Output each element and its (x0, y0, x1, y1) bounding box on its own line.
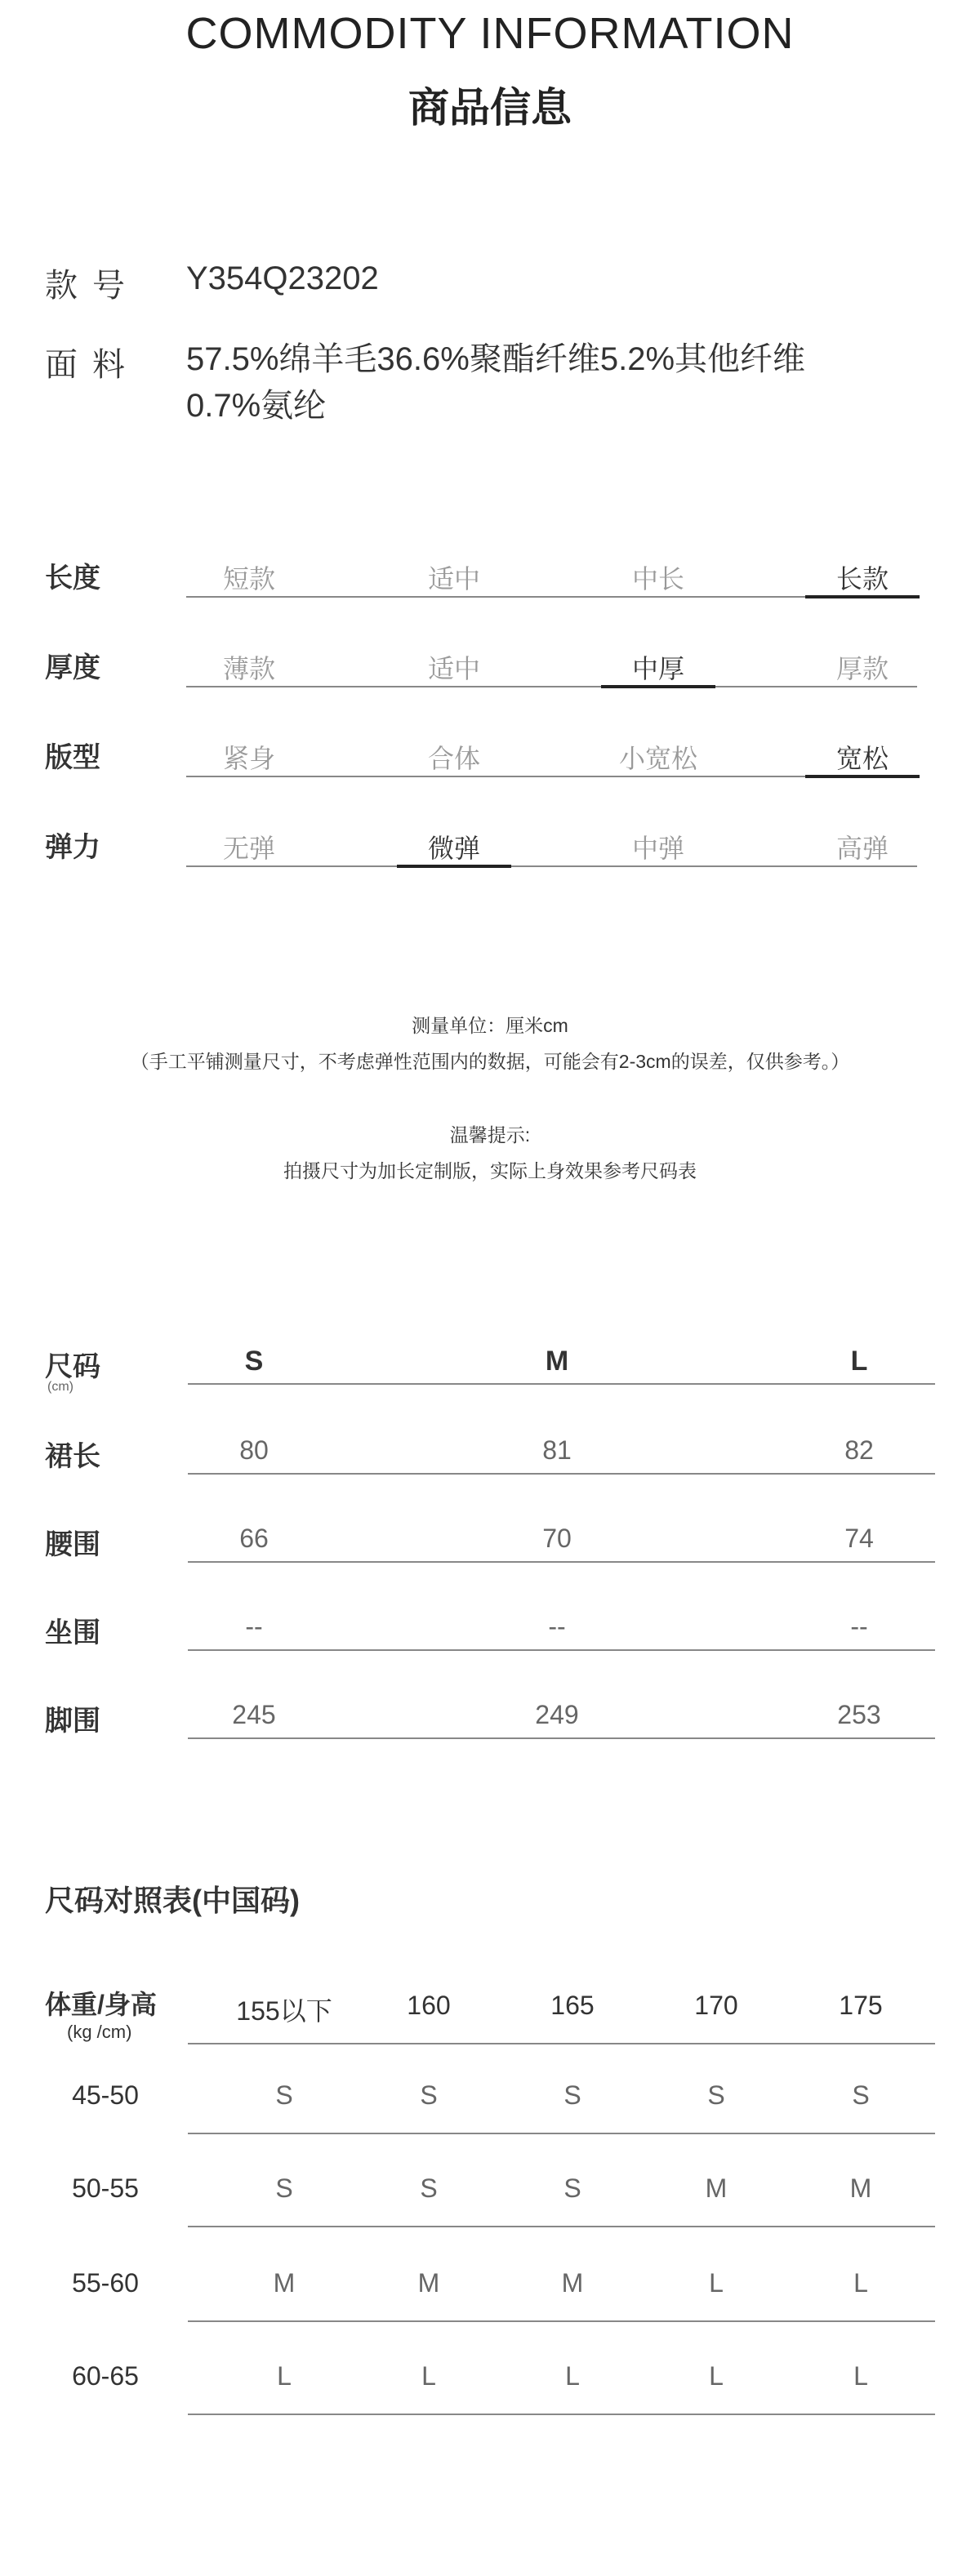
title-zh: 商品信息 (408, 85, 572, 131)
compare-cell-2-0: M (273, 2268, 296, 2298)
size-cell-0-0: 80 (239, 1435, 269, 1465)
weight-row-label-3: 60-65 (72, 2361, 139, 2391)
compare-cell-2-1: M (417, 2268, 440, 2298)
compare-cell-3-4: L (853, 2361, 868, 2391)
disclaimer-note: （手工平铺测量尺寸，不考虑弹性范围内的数据，可能会有2-3cm的误差，仅供参考。） (130, 1051, 850, 1072)
compare-row-line-3 (188, 2414, 935, 2415)
compare-row-line-1 (188, 2226, 935, 2227)
size-col-0: S (244, 1346, 264, 1377)
attr-option-3-2: 中弹 (631, 834, 684, 863)
attr-label-3: 弹力 (45, 832, 100, 863)
height-col-3: 170 (694, 1991, 738, 2020)
size-cell-3-1: 249 (535, 1700, 579, 1729)
compare-cell-0-2: S (564, 2080, 581, 2110)
attr-option-1-0: 薄款 (222, 654, 275, 683)
compare-row-line-2 (188, 2320, 935, 2322)
size-row-line-1 (188, 1561, 935, 1563)
size-header-line (188, 1383, 935, 1385)
size-row-label-2: 坐围 (45, 1617, 100, 1648)
size-cell-1-2: 74 (844, 1524, 874, 1553)
compare-cell-2-4: L (853, 2268, 868, 2298)
compare-title: 尺码对照表(中国码) (45, 1884, 300, 1917)
size-cell-0-1: 81 (542, 1435, 572, 1465)
title-en: COMMODITY INFORMATION (185, 9, 795, 58)
height-col-2: 165 (550, 1991, 595, 2020)
attr-option-3-0: 无弹 (222, 834, 275, 863)
size-row-label-1: 腰围 (45, 1529, 100, 1560)
style-number-value: Y354Q23202 (186, 260, 379, 296)
size-cell-3-0: 245 (232, 1700, 276, 1729)
compare-cell-1-2: S (564, 2173, 581, 2203)
height-col-0: 155以下 (236, 1996, 332, 2026)
attr-selected-bar-1 (601, 685, 715, 688)
weight-row-label-2: 55-60 (72, 2268, 139, 2298)
tip-text: 拍摄尺寸为加长定制版，实际上身效果参考尺码表 (283, 1160, 697, 1181)
size-cell-0-2: 82 (844, 1435, 874, 1465)
size-row-line-3 (188, 1737, 935, 1739)
size-row-line-0 (188, 1473, 935, 1475)
attr-option-2-2: 小宽松 (618, 744, 697, 773)
fabric-label: 面料 (45, 347, 140, 383)
size-cell-1-1: 70 (542, 1524, 572, 1553)
attr-line-1 (186, 686, 917, 687)
weight-row-label-0: 45-50 (72, 2080, 139, 2110)
size-col-2: L (850, 1346, 868, 1377)
fabric-line-2: 0.7%氨纶 (186, 388, 327, 424)
attr-option-0-1: 适中 (427, 564, 480, 594)
compare-cell-1-4: M (849, 2173, 872, 2203)
weight-row-label-1: 50-55 (72, 2173, 139, 2203)
size-header-sub: (cm) (47, 1380, 74, 1394)
size-row-label-0: 裙长 (45, 1441, 100, 1472)
size-cell-3-2: 253 (837, 1700, 881, 1729)
attr-line-3 (186, 865, 917, 867)
attr-option-3-1: 微弹 (427, 834, 480, 863)
fabric-line-1: 57.5%绵羊毛36.6%聚酯纤维5.2%其他纤维 (186, 341, 806, 377)
size-col-1: M (545, 1346, 569, 1377)
compare-cell-1-0: S (275, 2173, 293, 2203)
compare-header-sub: (kg /cm) (67, 2022, 132, 2042)
size-cell-1-0: 66 (239, 1524, 269, 1553)
size-row-line-2 (188, 1649, 935, 1651)
height-col-4: 175 (839, 1991, 883, 2020)
style-number-label: 款号 (45, 268, 140, 304)
compare-cell-1-1: S (420, 2173, 438, 2203)
attr-label-2: 版型 (45, 742, 100, 773)
compare-cell-0-4: S (852, 2080, 870, 2110)
compare-cell-2-2: M (561, 2268, 584, 2298)
attr-option-1-2: 中厚 (631, 654, 684, 683)
compare-cell-2-3: L (709, 2268, 724, 2298)
compare-cell-0-0: S (275, 2080, 293, 2110)
attr-option-2-0: 紧身 (222, 744, 275, 773)
attr-selected-bar-2 (805, 775, 920, 778)
height-col-1: 160 (407, 1991, 451, 2020)
attr-label-1: 厚度 (45, 652, 100, 683)
size-header-label: 尺码 (45, 1351, 100, 1382)
attr-option-0-0: 短款 (222, 564, 275, 594)
size-cell-2-2: -- (850, 1612, 868, 1641)
attr-option-0-3: 长款 (835, 564, 889, 594)
compare-row-line-0 (188, 2133, 935, 2134)
compare-cell-1-3: M (705, 2173, 728, 2203)
attr-option-1-3: 厚款 (835, 654, 889, 683)
attr-option-0-2: 中长 (631, 564, 684, 594)
size-row-label-3: 脚围 (45, 1706, 100, 1737)
compare-cell-3-0: L (277, 2361, 292, 2391)
attr-option-3-3: 高弹 (835, 834, 889, 863)
compare-cell-0-3: S (707, 2080, 725, 2110)
compare-header-label: 体重/身高 (45, 1990, 157, 2019)
size-cell-2-1: -- (548, 1612, 566, 1641)
attr-option-2-3: 宽松 (835, 744, 889, 773)
attr-selected-bar-3 (397, 865, 511, 868)
size-cell-2-0: -- (245, 1612, 263, 1641)
attr-selected-bar-0 (805, 595, 920, 598)
tip-title: 温馨提示: (449, 1124, 531, 1146)
compare-cell-0-1: S (420, 2080, 438, 2110)
attr-label-0: 长度 (45, 563, 100, 594)
unit-note: 测量单位：厘米cm (412, 1015, 568, 1036)
attr-option-2-1: 合体 (427, 744, 480, 773)
compare-header-line (188, 2043, 935, 2044)
compare-cell-3-3: L (709, 2361, 724, 2391)
compare-cell-3-2: L (565, 2361, 580, 2391)
attr-option-1-1: 适中 (427, 654, 480, 683)
compare-cell-3-1: L (421, 2361, 436, 2391)
